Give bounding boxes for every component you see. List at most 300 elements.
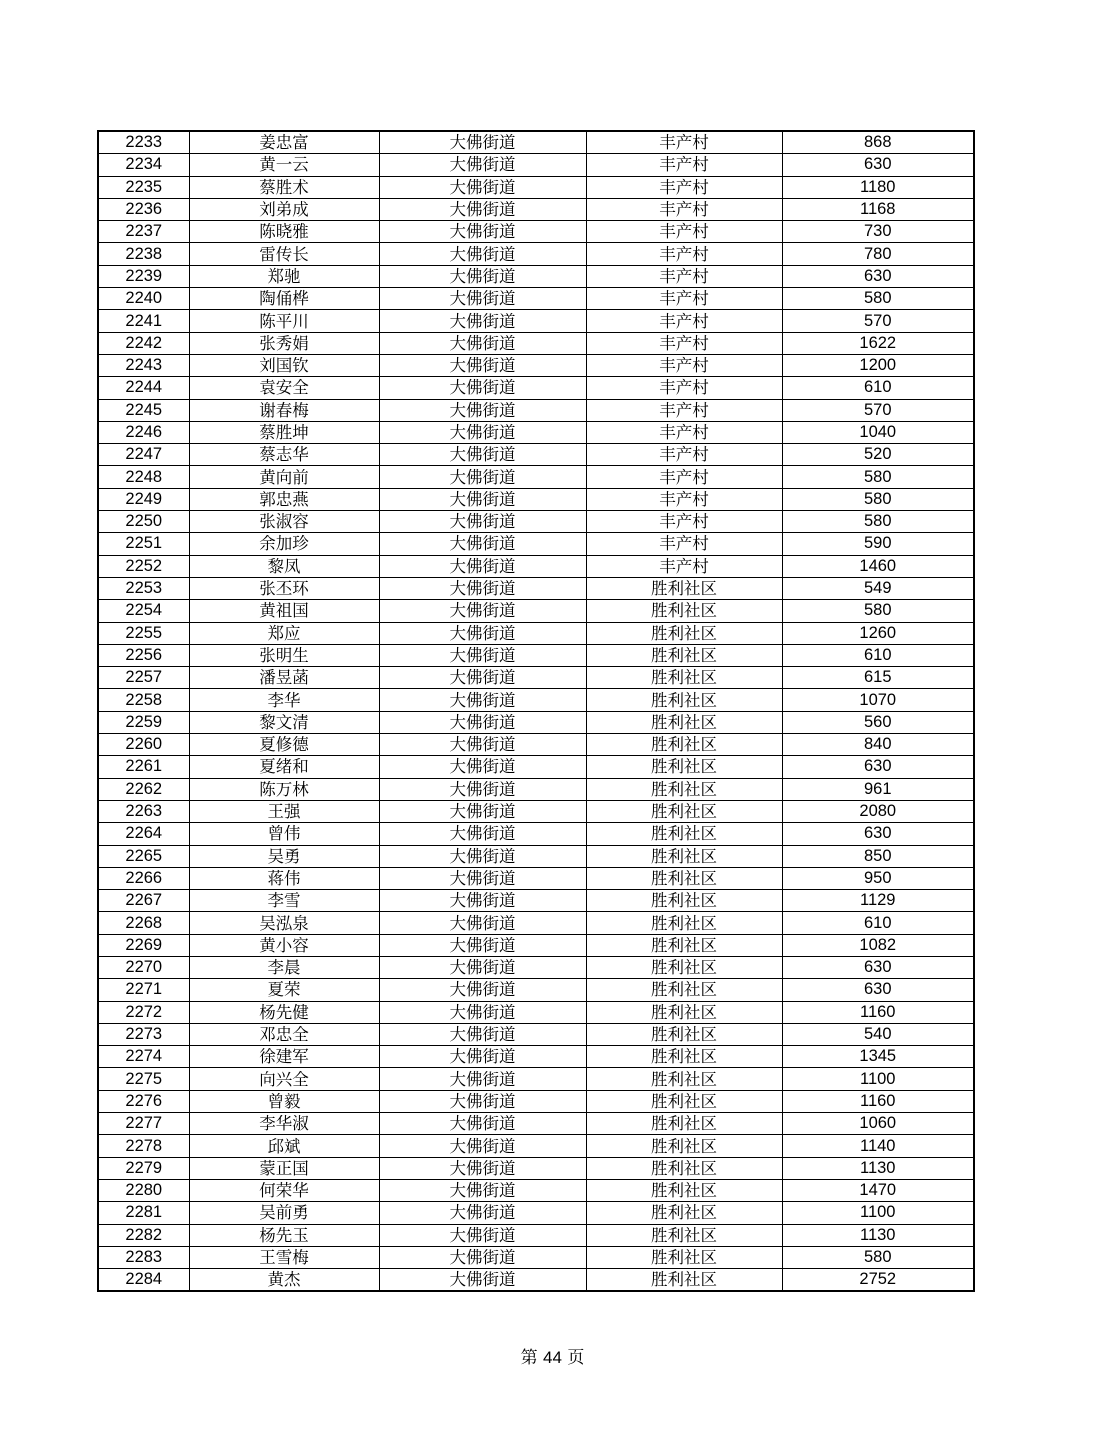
table-row — [98, 1046, 974, 1068]
serial-cell: 2253 — [98, 577, 189, 599]
street-cell: 大佛街道 — [379, 243, 586, 265]
amount-cell: 560 — [782, 711, 974, 733]
community-cell: 胜利社区 — [586, 845, 782, 867]
serial-cell: 2233 — [98, 131, 189, 154]
street-cell: 大佛街道 — [379, 600, 586, 622]
name-cell: 姜忠富 — [189, 131, 379, 154]
amount-cell: 1180 — [782, 176, 974, 198]
street-cell: 大佛街道 — [379, 734, 586, 756]
community-cell: 胜利社区 — [586, 756, 782, 778]
street-cell: 大佛街道 — [379, 1046, 586, 1068]
street-cell: 大佛街道 — [379, 644, 586, 666]
street-cell: 大佛街道 — [379, 689, 586, 711]
amount-cell: 630 — [782, 956, 974, 978]
table-row — [98, 1023, 974, 1045]
street-cell: 大佛街道 — [379, 377, 586, 399]
serial-cell: 2235 — [98, 176, 189, 198]
community-cell: 丰产村 — [586, 243, 782, 265]
amount-cell: 610 — [782, 912, 974, 934]
name-cell: 蒋伟 — [189, 867, 379, 889]
street-cell: 大佛街道 — [379, 890, 586, 912]
amount-cell: 1040 — [782, 421, 974, 443]
serial-cell: 2257 — [98, 667, 189, 689]
street-cell: 大佛街道 — [379, 555, 586, 577]
table-row — [98, 154, 974, 176]
name-cell: 雷传长 — [189, 243, 379, 265]
community-cell: 丰产村 — [586, 265, 782, 287]
table-row — [98, 644, 974, 666]
street-cell: 大佛街道 — [379, 778, 586, 800]
amount-cell: 950 — [782, 867, 974, 889]
amount-cell: 1060 — [782, 1113, 974, 1135]
table-row — [98, 288, 974, 310]
table-row — [98, 555, 974, 577]
serial-cell: 2279 — [98, 1157, 189, 1179]
amount-cell: 1160 — [782, 1001, 974, 1023]
table-row — [98, 756, 974, 778]
table-row — [98, 577, 974, 599]
street-cell: 大佛街道 — [379, 1246, 586, 1268]
amount-cell: 1130 — [782, 1224, 974, 1246]
serial-cell: 2275 — [98, 1068, 189, 1090]
amount-cell: 630 — [782, 823, 974, 845]
serial-cell: 2263 — [98, 800, 189, 822]
table-row — [98, 1001, 974, 1023]
serial-cell: 2246 — [98, 421, 189, 443]
name-cell: 谢春梅 — [189, 399, 379, 421]
street-cell: 大佛街道 — [379, 956, 586, 978]
table-row — [98, 1157, 974, 1179]
street-cell: 大佛街道 — [379, 756, 586, 778]
table-row — [98, 867, 974, 889]
page-footer — [0, 1343, 1105, 1368]
name-cell: 黄祖国 — [189, 600, 379, 622]
amount-cell: 630 — [782, 756, 974, 778]
serial-cell: 2237 — [98, 221, 189, 243]
community-cell: 丰产村 — [586, 444, 782, 466]
table-row — [98, 1113, 974, 1135]
community-cell: 胜利社区 — [586, 667, 782, 689]
street-cell: 大佛街道 — [379, 711, 586, 733]
serial-cell: 2245 — [98, 399, 189, 421]
name-cell: 夏荣 — [189, 979, 379, 1001]
amount-cell: 580 — [782, 488, 974, 510]
community-cell: 丰产村 — [586, 198, 782, 220]
serial-cell: 2273 — [98, 1023, 189, 1045]
serial-cell: 2280 — [98, 1179, 189, 1201]
community-cell: 丰产村 — [586, 310, 782, 332]
name-cell: 王强 — [189, 800, 379, 822]
name-cell: 蔡胜坤 — [189, 421, 379, 443]
serial-cell: 2249 — [98, 488, 189, 510]
street-cell: 大佛街道 — [379, 1001, 586, 1023]
serial-cell: 2277 — [98, 1113, 189, 1135]
amount-cell: 1200 — [782, 354, 974, 376]
table-row — [98, 421, 974, 443]
serial-cell: 2267 — [98, 890, 189, 912]
amount-cell: 1140 — [782, 1135, 974, 1157]
table-row — [98, 890, 974, 912]
footer-suffix: 页 — [567, 1348, 585, 1368]
name-cell: 黄一云 — [189, 154, 379, 176]
name-cell: 向兴全 — [189, 1068, 379, 1090]
amount-cell: 610 — [782, 377, 974, 399]
table-row — [98, 310, 974, 332]
serial-cell: 2281 — [98, 1202, 189, 1224]
name-cell: 郭忠燕 — [189, 488, 379, 510]
community-cell: 丰产村 — [586, 466, 782, 488]
name-cell: 黎凤 — [189, 555, 379, 577]
name-cell: 刘弟成 — [189, 198, 379, 220]
name-cell: 郑应 — [189, 622, 379, 644]
serial-cell: 2254 — [98, 600, 189, 622]
table-row — [98, 711, 974, 733]
table-body — [98, 131, 974, 1291]
table-row — [98, 689, 974, 711]
serial-cell: 2243 — [98, 354, 189, 376]
name-cell: 吴勇 — [189, 845, 379, 867]
street-cell: 大佛街道 — [379, 332, 586, 354]
amount-cell: 1345 — [782, 1046, 974, 1068]
community-cell: 胜利社区 — [586, 1068, 782, 1090]
name-cell: 张秀娟 — [189, 332, 379, 354]
name-cell: 李晨 — [189, 956, 379, 978]
community-cell: 胜利社区 — [586, 823, 782, 845]
amount-cell: 1260 — [782, 622, 974, 644]
community-cell: 胜利社区 — [586, 734, 782, 756]
street-cell: 大佛街道 — [379, 221, 586, 243]
community-cell: 胜利社区 — [586, 711, 782, 733]
street-cell: 大佛街道 — [379, 823, 586, 845]
community-cell: 胜利社区 — [586, 956, 782, 978]
street-cell: 大佛街道 — [379, 310, 586, 332]
serial-cell: 2258 — [98, 689, 189, 711]
community-cell: 胜利社区 — [586, 689, 782, 711]
community-cell: 胜利社区 — [586, 979, 782, 1001]
table-row — [98, 1090, 974, 1112]
community-cell: 胜利社区 — [586, 1157, 782, 1179]
community-cell: 胜利社区 — [586, 1202, 782, 1224]
amount-cell: 580 — [782, 466, 974, 488]
street-cell: 大佛街道 — [379, 1023, 586, 1045]
community-cell: 丰产村 — [586, 332, 782, 354]
serial-cell: 2270 — [98, 956, 189, 978]
serial-cell: 2276 — [98, 1090, 189, 1112]
name-cell: 蔡胜术 — [189, 176, 379, 198]
street-cell: 大佛街道 — [379, 198, 586, 220]
community-cell: 胜利社区 — [586, 867, 782, 889]
community-cell: 胜利社区 — [586, 1246, 782, 1268]
serial-cell: 2265 — [98, 845, 189, 867]
name-cell: 蒙正国 — [189, 1157, 379, 1179]
table-row — [98, 979, 974, 1001]
community-cell: 丰产村 — [586, 533, 782, 555]
amount-cell: 1129 — [782, 890, 974, 912]
community-cell: 胜利社区 — [586, 1135, 782, 1157]
amount-cell: 549 — [782, 577, 974, 599]
serial-cell: 2239 — [98, 265, 189, 287]
table-row — [98, 332, 974, 354]
community-cell: 胜利社区 — [586, 1224, 782, 1246]
community-cell: 胜利社区 — [586, 622, 782, 644]
street-cell: 大佛街道 — [379, 154, 586, 176]
street-cell: 大佛街道 — [379, 622, 586, 644]
amount-cell: 1460 — [782, 555, 974, 577]
amount-cell: 630 — [782, 265, 974, 287]
street-cell: 大佛街道 — [379, 265, 586, 287]
serial-cell: 2283 — [98, 1246, 189, 1268]
name-cell: 陈平川 — [189, 310, 379, 332]
community-cell: 胜利社区 — [586, 890, 782, 912]
name-cell: 李华 — [189, 689, 379, 711]
name-cell: 刘国钦 — [189, 354, 379, 376]
table-row — [98, 511, 974, 533]
serial-cell: 2272 — [98, 1001, 189, 1023]
community-cell: 胜利社区 — [586, 778, 782, 800]
community-cell: 丰产村 — [586, 377, 782, 399]
street-cell: 大佛街道 — [379, 1202, 586, 1224]
street-cell: 大佛街道 — [379, 1179, 586, 1201]
serial-cell: 2236 — [98, 198, 189, 220]
serial-cell: 2278 — [98, 1135, 189, 1157]
street-cell: 大佛街道 — [379, 444, 586, 466]
table-row — [98, 800, 974, 822]
street-cell: 大佛街道 — [379, 399, 586, 421]
amount-cell: 630 — [782, 979, 974, 1001]
amount-cell: 580 — [782, 288, 974, 310]
amount-cell: 1160 — [782, 1090, 974, 1112]
name-cell: 邱斌 — [189, 1135, 379, 1157]
community-cell: 胜利社区 — [586, 1046, 782, 1068]
serial-cell: 2242 — [98, 332, 189, 354]
serial-cell: 2234 — [98, 154, 189, 176]
street-cell: 大佛街道 — [379, 1269, 586, 1292]
serial-cell: 2260 — [98, 734, 189, 756]
name-cell: 曾毅 — [189, 1090, 379, 1112]
community-cell: 丰产村 — [586, 176, 782, 198]
table-row — [98, 131, 974, 154]
serial-cell: 2262 — [98, 778, 189, 800]
community-cell: 胜利社区 — [586, 1179, 782, 1201]
name-cell: 潘昱菡 — [189, 667, 379, 689]
street-cell: 大佛街道 — [379, 867, 586, 889]
serial-cell: 2269 — [98, 934, 189, 956]
name-cell: 黄杰 — [189, 1269, 379, 1292]
amount-cell: 1100 — [782, 1202, 974, 1224]
amount-cell: 961 — [782, 778, 974, 800]
table-row — [98, 1202, 974, 1224]
serial-cell: 2271 — [98, 979, 189, 1001]
table-row — [98, 845, 974, 867]
table-row — [98, 1246, 974, 1268]
table-row — [98, 221, 974, 243]
table-row — [98, 243, 974, 265]
street-cell: 大佛街道 — [379, 131, 586, 154]
table-row — [98, 533, 974, 555]
street-cell: 大佛街道 — [379, 1113, 586, 1135]
serial-cell: 2282 — [98, 1224, 189, 1246]
table-row — [98, 1068, 974, 1090]
street-cell: 大佛街道 — [379, 1157, 586, 1179]
page-number: 44 — [543, 1348, 562, 1367]
serial-cell: 2256 — [98, 644, 189, 666]
community-cell: 丰产村 — [586, 421, 782, 443]
street-cell: 大佛街道 — [379, 979, 586, 1001]
community-cell: 丰产村 — [586, 131, 782, 154]
table-row — [98, 956, 974, 978]
name-cell: 蔡志华 — [189, 444, 379, 466]
community-cell: 丰产村 — [586, 154, 782, 176]
street-cell: 大佛街道 — [379, 800, 586, 822]
name-cell: 夏绪和 — [189, 756, 379, 778]
name-cell: 吴前勇 — [189, 1202, 379, 1224]
amount-cell: 1130 — [782, 1157, 974, 1179]
serial-cell: 2244 — [98, 377, 189, 399]
community-cell: 丰产村 — [586, 555, 782, 577]
amount-cell: 850 — [782, 845, 974, 867]
serial-cell: 2274 — [98, 1046, 189, 1068]
serial-cell: 2284 — [98, 1269, 189, 1292]
community-cell: 胜利社区 — [586, 1269, 782, 1292]
table-row — [98, 444, 974, 466]
table-row — [98, 198, 974, 220]
community-cell: 胜利社区 — [586, 600, 782, 622]
table-row — [98, 1179, 974, 1201]
name-cell: 吴泓泉 — [189, 912, 379, 934]
footer-prefix: 第 — [520, 1348, 538, 1368]
serial-cell: 2268 — [98, 912, 189, 934]
street-cell: 大佛街道 — [379, 1224, 586, 1246]
table-row — [98, 466, 974, 488]
name-cell: 李雪 — [189, 890, 379, 912]
amount-cell: 580 — [782, 511, 974, 533]
amount-cell: 868 — [782, 131, 974, 154]
community-cell: 胜利社区 — [586, 1090, 782, 1112]
amount-cell: 580 — [782, 600, 974, 622]
name-cell: 徐建军 — [189, 1046, 379, 1068]
table-row — [98, 1224, 974, 1246]
community-cell: 丰产村 — [586, 354, 782, 376]
serial-cell: 2250 — [98, 511, 189, 533]
table-row — [98, 622, 974, 644]
community-cell: 胜利社区 — [586, 1113, 782, 1135]
amount-cell: 570 — [782, 399, 974, 421]
amount-cell: 580 — [782, 1246, 974, 1268]
serial-cell: 2248 — [98, 466, 189, 488]
serial-cell: 2241 — [98, 310, 189, 332]
table-row — [98, 488, 974, 510]
amount-cell: 1082 — [782, 934, 974, 956]
name-cell: 夏修德 — [189, 734, 379, 756]
name-cell: 王雪梅 — [189, 1246, 379, 1268]
street-cell: 大佛街道 — [379, 488, 586, 510]
street-cell: 大佛街道 — [379, 667, 586, 689]
name-cell: 陈万林 — [189, 778, 379, 800]
street-cell: 大佛街道 — [379, 354, 586, 376]
name-cell: 李华淑 — [189, 1113, 379, 1135]
amount-cell: 1470 — [782, 1179, 974, 1201]
table-row — [98, 823, 974, 845]
amount-cell: 630 — [782, 154, 974, 176]
amount-cell: 520 — [782, 444, 974, 466]
street-cell: 大佛街道 — [379, 912, 586, 934]
amount-cell: 540 — [782, 1023, 974, 1045]
street-cell: 大佛街道 — [379, 288, 586, 310]
name-cell: 袁安全 — [189, 377, 379, 399]
name-cell: 张明生 — [189, 644, 379, 666]
community-cell: 丰产村 — [586, 399, 782, 421]
amount-cell: 840 — [782, 734, 974, 756]
serial-cell: 2264 — [98, 823, 189, 845]
name-cell: 曾伟 — [189, 823, 379, 845]
table-row — [98, 265, 974, 287]
name-cell: 陈晓雅 — [189, 221, 379, 243]
name-cell: 陶俑桦 — [189, 288, 379, 310]
name-cell: 杨先健 — [189, 1001, 379, 1023]
serial-cell: 2261 — [98, 756, 189, 778]
table-row — [98, 912, 974, 934]
amount-cell: 1168 — [782, 198, 974, 220]
name-cell: 何荣华 — [189, 1179, 379, 1201]
community-cell: 胜利社区 — [586, 1001, 782, 1023]
amount-cell: 570 — [782, 310, 974, 332]
amount-cell: 2080 — [782, 800, 974, 822]
name-cell: 郑驰 — [189, 265, 379, 287]
community-cell: 胜利社区 — [586, 644, 782, 666]
community-cell: 丰产村 — [586, 488, 782, 510]
street-cell: 大佛街道 — [379, 1090, 586, 1112]
community-cell: 胜利社区 — [586, 577, 782, 599]
street-cell: 大佛街道 — [379, 1068, 586, 1090]
name-cell: 邓忠全 — [189, 1023, 379, 1045]
street-cell: 大佛街道 — [379, 1135, 586, 1157]
serial-cell: 2255 — [98, 622, 189, 644]
community-cell: 胜利社区 — [586, 934, 782, 956]
amount-cell: 590 — [782, 533, 974, 555]
amount-cell: 780 — [782, 243, 974, 265]
serial-cell: 2259 — [98, 711, 189, 733]
table-row — [98, 600, 974, 622]
street-cell: 大佛街道 — [379, 511, 586, 533]
amount-cell: 730 — [782, 221, 974, 243]
community-cell: 丰产村 — [586, 221, 782, 243]
name-cell: 张淑容 — [189, 511, 379, 533]
name-cell: 黎文清 — [189, 711, 379, 733]
table-row — [98, 176, 974, 198]
community-cell: 胜利社区 — [586, 912, 782, 934]
table-row — [98, 734, 974, 756]
serial-cell: 2252 — [98, 555, 189, 577]
name-cell: 黄向前 — [189, 466, 379, 488]
community-cell: 胜利社区 — [586, 1023, 782, 1045]
serial-cell: 2266 — [98, 867, 189, 889]
serial-cell: 2238 — [98, 243, 189, 265]
street-cell: 大佛街道 — [379, 533, 586, 555]
serial-cell: 2251 — [98, 533, 189, 555]
serial-cell: 2240 — [98, 288, 189, 310]
name-cell: 黄小容 — [189, 934, 379, 956]
table-row — [98, 1269, 974, 1292]
street-cell: 大佛街道 — [379, 845, 586, 867]
serial-cell: 2247 — [98, 444, 189, 466]
name-cell: 张丕环 — [189, 577, 379, 599]
table-row — [98, 778, 974, 800]
name-cell: 余加珍 — [189, 533, 379, 555]
street-cell: 大佛街道 — [379, 421, 586, 443]
community-cell: 丰产村 — [586, 511, 782, 533]
street-cell: 大佛街道 — [379, 466, 586, 488]
table-row — [98, 1135, 974, 1157]
